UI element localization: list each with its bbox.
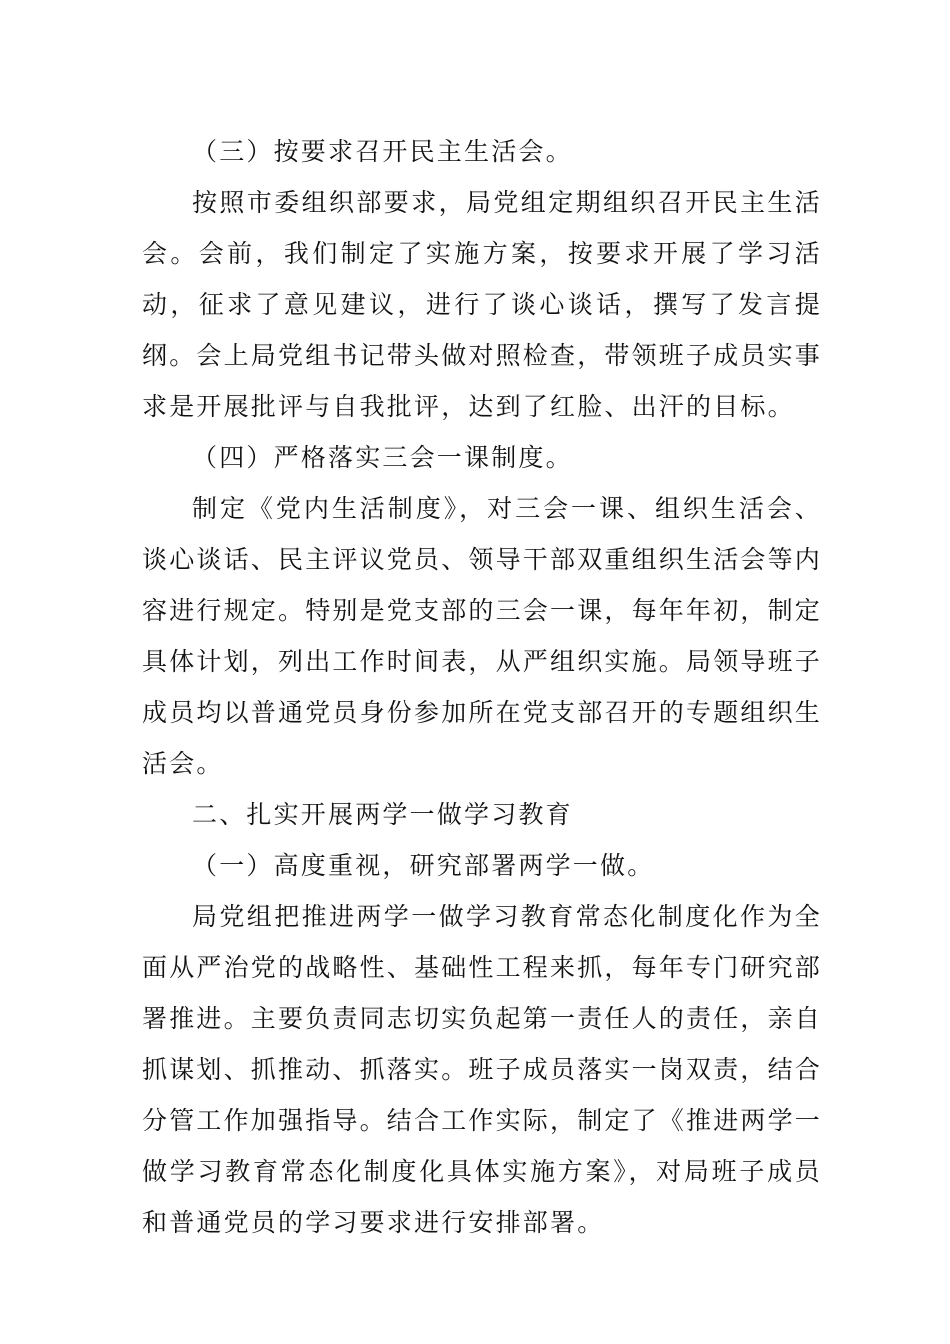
document-body xyxy=(142,126,822,1248)
subsection-heading-4: （四）严格落实三会一课制度。 xyxy=(192,443,573,472)
section-heading-2: 二、扎实开展两学一做学习教育 xyxy=(192,800,573,829)
paragraph-democratic-life-meeting: 按照市委组织部要求，局党组定期组织召开民主生活会。会前，我们制定了实施方案，按要求开展了学习活动，征求了意见建议，进行了谈心谈话，撰写了发言提纲。会上局党组书记带头做对照检查，带领班子成员实事求是开展批评与自我批评，达到了红脸、出汗的目标。 xyxy=(142,188,823,421)
paragraph-party-life-system: 制定《党内生活制度》，对三会一课、组织生活会、谈心谈话、民主评议党员、领导干部双重组织生活会等内容进行规定。特别是党支部的三会一课，每年年初，制定具体计划，列出工作时间表，从严组织实施。局领导班子成员均以普通党员身份参加所在党支部召开的专题组织生活会。 xyxy=(142,494,823,778)
subsection-heading-1: （一）高度重视，研究部署两学一做。 xyxy=(192,851,655,880)
subsection-heading-3: （三）按要求召开民主生活会。 xyxy=(192,137,573,166)
paragraph-study-education: 局党组把推进两学一做学习教育常态化制度化作为全面从严治党的战略性、基础性工程来抓，每年专门研究部署推进。主要负责同志切实负起第一责任人的责任，亲自抓谋划、抓推动、抓落实。班子成员落实一岗双责，结合分管工作加强指导。结合工作实际，制定了《推进两学一做学习教育常态化制度化具体实施方案》，对局班子成员和普通党员的学习要求进行安排部署。 xyxy=(142,902,823,1237)
